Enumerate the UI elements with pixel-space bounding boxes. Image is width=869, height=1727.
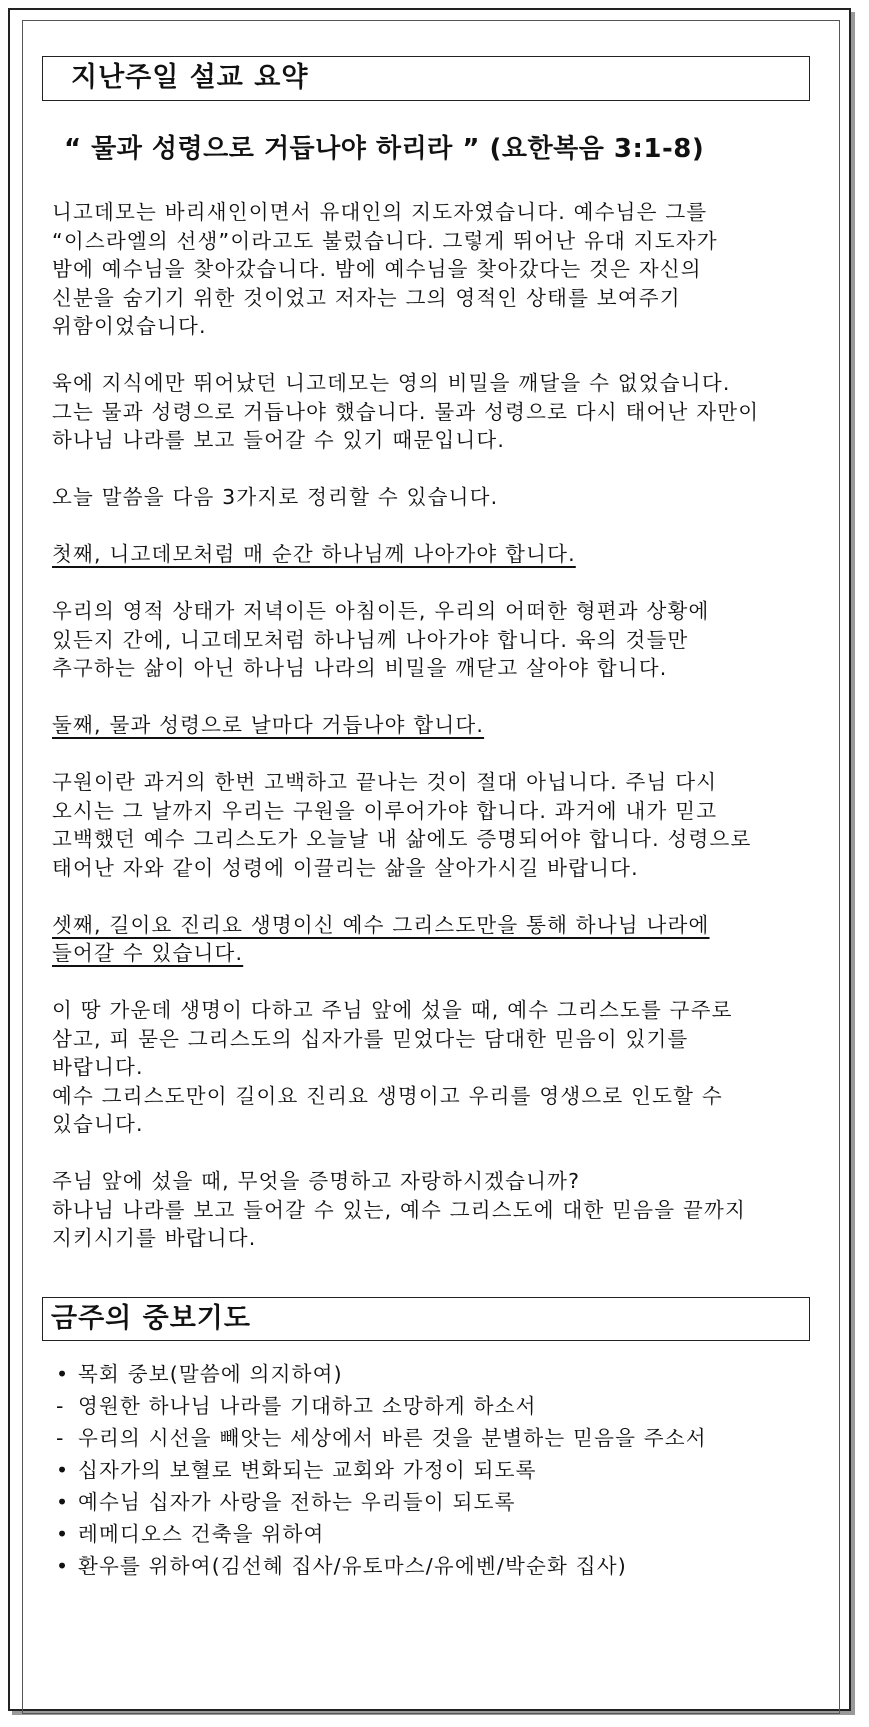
- sermon-summary-body: [52, 198, 812, 1253]
- prayer-item-text: 영원한 하나님 나라를 기대하고 소망하게 하소서: [78, 1394, 537, 1418]
- paragraph-line: 있든지 간에, 니고데모처럼 하나님께 나아가야 합니다. 육의 것들만: [52, 627, 689, 652]
- prayer-item-text: 우리의 시선을 빼앗는 세상에서 바른 것을 분별하는 믿음을 주소서: [78, 1426, 707, 1450]
- sermon-title: “ 물과 성령으로 거듭나야 하리라 ” (요한복음 3:1-8): [64, 134, 705, 164]
- point-three-heading: 들어갈 수 있습니다.: [52, 941, 244, 965]
- prayer-item: [56, 1454, 707, 1486]
- paragraph-line: “이스라엘의 선생”이라고도 불렀습니다. 그렇게 뛰어난 유대 지도자가: [52, 228, 718, 253]
- prayer-item: [56, 1390, 707, 1422]
- paragraph-line: 위함이었습니다.: [52, 314, 207, 338]
- paragraph-line: 구원이란 과거의 한번 고백하고 끝나는 것이 절대 아닙니다. 주님 다시: [52, 770, 718, 794]
- prayer-item: [56, 1358, 707, 1390]
- sermon-section-header: [42, 56, 810, 101]
- point-one-heading: 첫째, 니고데모처럼 매 순간 하나님께 나아가야 합니다.: [52, 542, 576, 566]
- list-marker: •: [56, 1490, 70, 1514]
- list-marker: •: [56, 1554, 70, 1578]
- paragraph-line: 우리의 영적 상태가 저녁이든 아침이든, 우리의 어떠한 형편과 상황에: [52, 599, 710, 623]
- paragraph-line: 그는 물과 성령으로 거듭나야 했습니다. 물과 성령으로 다시 태어난 자만이: [52, 399, 760, 424]
- list-marker: •: [56, 1458, 70, 1482]
- paragraph-line: 추구하는 삶이 아닌 하나님 나라의 비밀을 깨닫고 살아야 합니다.: [52, 656, 668, 680]
- paragraph-line: 하나님 나라를 보고 들어갈 수 있는, 예수 그리스도에 대한 믿음을 끝까지: [52, 1197, 746, 1222]
- list-marker: •: [56, 1522, 70, 1546]
- prayer-item-text: 레메디오스 건축을 위하여: [78, 1522, 325, 1546]
- paragraph-line: 밤에 예수님을 찾아갔습니다. 밤에 예수님을 찾아갔다는 것은 자신의: [52, 257, 702, 281]
- prayer-section-header: [42, 1297, 810, 1341]
- prayer-section-title: 금주의 중보기도: [51, 1303, 251, 1334]
- prayer-item: [56, 1486, 707, 1518]
- prayer-item-text: 목회 중보(말씀에 의지하여): [78, 1362, 343, 1386]
- paragraph-line: 니고데모는 바리새인이면서 유대인의 지도자였습니다. 예수님은 그를: [52, 200, 708, 224]
- paragraph-line: 이 땅 가운데 생명이 다하고 주님 앞에 섰을 때, 예수 그리스도를 구주로: [52, 998, 733, 1022]
- paragraph-line: 신분을 숨기기 위한 것이었고 저자는 그의 영적인 상태를 보여주기: [52, 285, 681, 310]
- paragraph-line: 육에 지식에만 뛰어났던 니고데모는 영의 비밀을 깨달을 수 없었습니다.: [52, 371, 731, 395]
- paragraph-line: 고백했던 예수 그리스도가 오늘날 내 삶에도 증명되어야 합니다. 성령으로: [52, 827, 752, 851]
- paragraph-line: 오시는 그 날까지 우리는 구원을 이루어가야 합니다. 과거에 내가 믿고: [52, 798, 718, 823]
- paragraph-line: 하나님 나라를 보고 들어갈 수 있기 때문입니다.: [52, 428, 506, 452]
- prayer-item-text: 십자가의 보혈로 변화되는 교회와 가정이 되도록: [78, 1458, 537, 1482]
- list-marker: •: [56, 1362, 70, 1386]
- prayer-list: [56, 1358, 707, 1582]
- paragraph-line: 오늘 말씀을 다음 3가지로 정리할 수 있습니다.: [52, 485, 499, 509]
- prayer-item: [56, 1550, 707, 1582]
- point-two-heading: 둘째, 물과 성령으로 날마다 거듭나야 합니다.: [52, 713, 485, 737]
- paragraph-line: 있습니다.: [52, 1112, 144, 1136]
- paragraph-line: 바랍니다.: [52, 1055, 144, 1079]
- prayer-item: [56, 1518, 707, 1550]
- point-three-heading: 셋째, 길이요 진리요 생명이신 예수 그리스도만을 통해 하나님 나라에: [52, 912, 710, 937]
- paragraph-line: 태어난 자와 같이 성령에 이끌리는 삶을 살아가시길 바랍니다.: [52, 855, 639, 880]
- prayer-item-text: 예수님 십자가 사랑을 전하는 우리들이 되도록: [78, 1490, 516, 1514]
- paragraph-line: 삼고, 피 묻은 그리스도의 십자가를 믿었다는 담대한 믿음이 있기를: [52, 1026, 689, 1051]
- paragraph-line: 지키시기를 바랍니다.: [52, 1226, 257, 1250]
- paragraph-line: 주님 앞에 섰을 때, 무엇을 증명하고 자랑하시겠습니까?: [52, 1169, 581, 1193]
- sermon-section-title: 지난주일 설교 요약: [71, 62, 309, 93]
- list-marker: -: [56, 1394, 65, 1418]
- list-marker: -: [56, 1426, 65, 1450]
- prayer-item: [56, 1422, 707, 1454]
- prayer-item-text: 환우를 위하여(김선혜 집사/유토마스/유에벤/박순화 집사): [78, 1554, 627, 1578]
- paragraph-line: 예수 그리스도만이 길이요 진리요 생명이고 우리를 영생으로 인도할 수: [52, 1083, 723, 1108]
